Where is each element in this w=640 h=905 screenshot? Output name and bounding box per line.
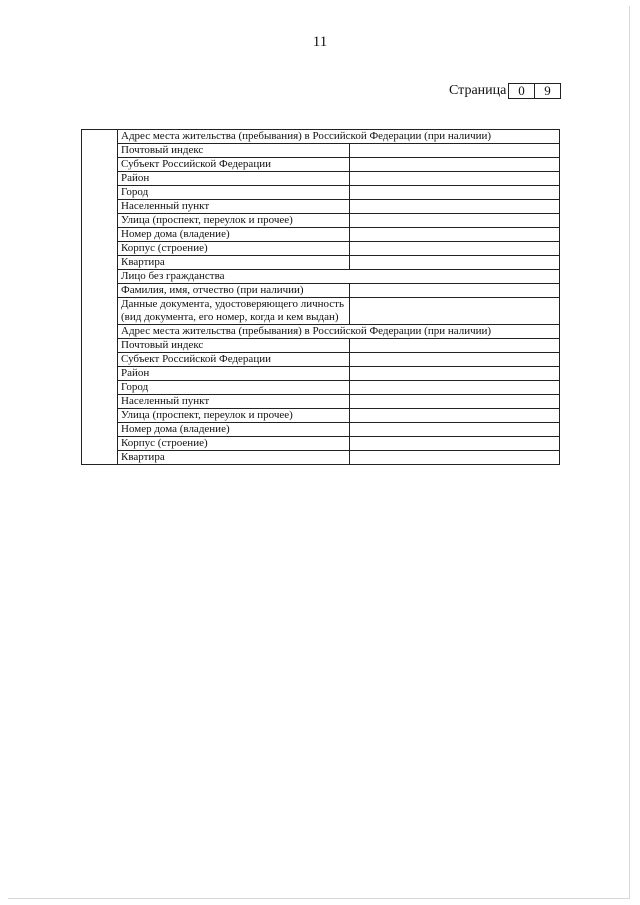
section-header-row <box>82 130 560 144</box>
field-label: Номер дома (владение) <box>118 228 350 242</box>
field-row <box>82 186 560 200</box>
field-label: Корпус (строение) <box>118 242 350 256</box>
page-label: Страница <box>449 83 507 98</box>
page-digit-2: 9 <box>534 84 560 98</box>
field-value[interactable] <box>350 395 560 409</box>
page-number: 11 <box>312 34 328 50</box>
field-row <box>82 242 560 256</box>
field-label: Данные документа, удостоверяющего личность (вид документа, его номер, когда и кем выдан) <box>118 298 350 325</box>
field-row <box>82 214 560 228</box>
field-value[interactable] <box>350 228 560 242</box>
field-row <box>82 423 560 437</box>
field-row <box>82 284 560 298</box>
field-row <box>82 451 560 465</box>
form-table <box>81 129 560 465</box>
field-row <box>82 353 560 367</box>
section-header: Лицо без гражданства <box>118 270 560 284</box>
section-header: Адрес места жительства (пребывания) в Российской Федерации (при наличии) <box>118 325 560 339</box>
field-label: Субъект Российской Федерации <box>118 158 350 172</box>
page-digit-1: 0 <box>518 83 525 98</box>
field-label: Квартира <box>118 256 350 270</box>
field-value[interactable] <box>350 367 560 381</box>
field-row <box>82 395 560 409</box>
field-label: Населенный пункт <box>118 395 350 409</box>
field-value[interactable] <box>350 353 560 367</box>
field-label: Улица (проспект, переулок и прочее) <box>118 409 350 423</box>
page-number-box <box>508 83 561 99</box>
field-label: Почтовый индекс <box>118 339 350 353</box>
field-label: Фамилия, имя, отчество (при наличии) <box>118 284 350 298</box>
side-column <box>82 130 118 465</box>
field-label: Улица (проспект, переулок и прочее) <box>118 214 350 228</box>
field-value[interactable] <box>350 200 560 214</box>
field-value[interactable] <box>350 409 560 423</box>
field-row <box>82 437 560 451</box>
field-value[interactable] <box>350 284 560 298</box>
field-row <box>82 228 560 242</box>
field-label: Корпус (строение) <box>118 437 350 451</box>
field-row <box>82 409 560 423</box>
field-label: Населенный пункт <box>118 200 350 214</box>
field-value[interactable] <box>350 144 560 158</box>
field-label: Почтовый индекс <box>118 144 350 158</box>
field-value[interactable] <box>350 214 560 228</box>
field-row <box>82 339 560 353</box>
field-label: Субъект Российской Федерации <box>118 353 350 367</box>
field-label: Район <box>118 367 350 381</box>
field-value[interactable] <box>350 186 560 200</box>
field-value[interactable] <box>350 381 560 395</box>
field-row <box>82 172 560 186</box>
field-row <box>82 200 560 214</box>
field-row <box>82 256 560 270</box>
field-value[interactable] <box>350 298 560 325</box>
field-value[interactable] <box>350 158 560 172</box>
field-row <box>82 298 560 325</box>
field-label: Город <box>118 186 350 200</box>
field-row <box>82 158 560 172</box>
section-header-row <box>82 270 560 284</box>
field-value[interactable] <box>350 339 560 353</box>
section-header: Адрес места жительства (пребывания) в Российской Федерации (при наличии) <box>118 130 560 144</box>
field-value[interactable] <box>350 437 560 451</box>
section-header-row <box>82 325 560 339</box>
field-row <box>82 144 560 158</box>
field-row <box>82 367 560 381</box>
field-value[interactable] <box>350 451 560 465</box>
field-value[interactable] <box>350 423 560 437</box>
field-label: Номер дома (владение) <box>118 423 350 437</box>
field-value[interactable] <box>350 256 560 270</box>
field-value[interactable] <box>350 172 560 186</box>
field-value[interactable] <box>350 242 560 256</box>
field-row <box>82 381 560 395</box>
field-label: Город <box>118 381 350 395</box>
field-label: Район <box>118 172 350 186</box>
field-label: Квартира <box>118 451 350 465</box>
